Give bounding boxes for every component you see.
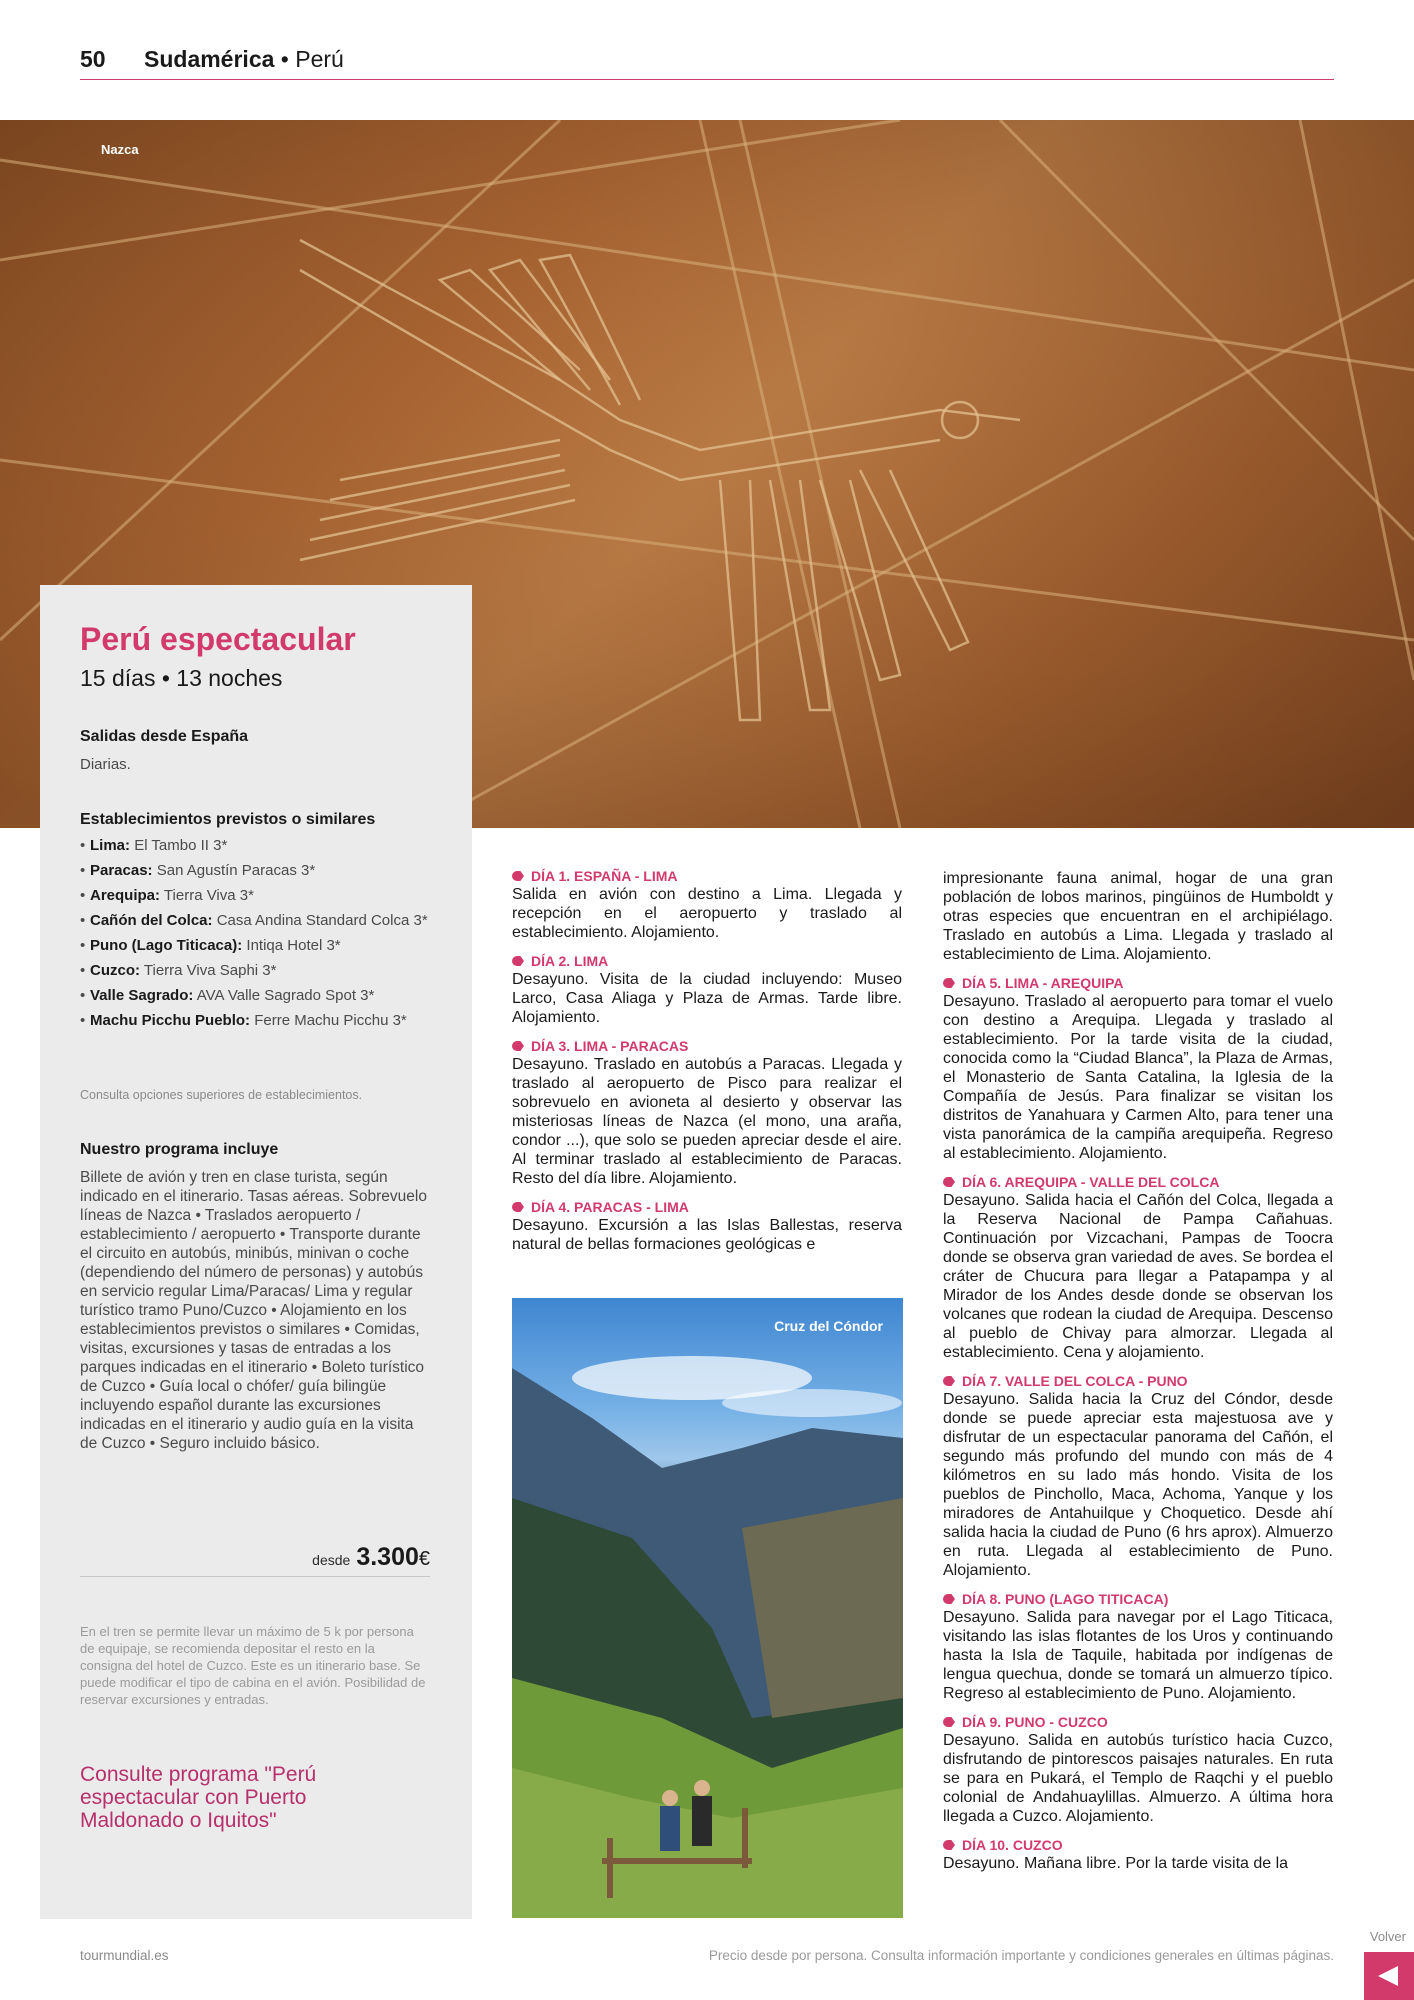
- day-block: [512, 867, 902, 942]
- day-text: Desayuno. Traslado al aeropuerto para tomar el vuelo con destino a Arequipa. Llegada y traslado al establecimiento. Por la tarde visita de la ciudad, conocida como la “Ciudad Blanca”, la Plaza de Armas, el Monasterio de Santa Catalina, la Iglesia de la Compañía de Jesús. Para finalizar se visitan los distritos de Yanahuara y Carmen Alto, para tener una vista panorámica de la campiña arequipeña. Regreso al establecimiento. Alojamiento.: [943, 993, 1333, 1162]
- trip-title: Perú espectacular: [80, 621, 356, 657]
- region-label: Sudamérica: [144, 46, 275, 72]
- back-button[interactable]: [1364, 1952, 1414, 2000]
- section-title: [144, 46, 344, 73]
- day-block: [512, 952, 902, 1027]
- day-marker-icon: [943, 1717, 955, 1727]
- day-block: [512, 1037, 902, 1188]
- day-text: Desayuno. Visita de la ciudad incluyendo: Museo Larco, Casa Aliaga y Plaza de Armas. Tarde libre. Alojamiento.: [512, 971, 902, 1026]
- departures-text: Diarias.: [80, 756, 131, 773]
- day-block: [943, 1713, 1333, 1826]
- itinerary-column-right: [943, 869, 1333, 1883]
- day-heading: DÍA 7. VALLE DEL COLCA - PUNO: [943, 1372, 1333, 1390]
- day-block: [943, 974, 1333, 1163]
- day-text: Desayuno. Mañana libre. Por la tarde visita de la: [943, 1855, 1289, 1872]
- day-marker-icon: [512, 871, 524, 881]
- hotel-item: • Paracas: San Agustín Paracas 3*: [80, 861, 440, 880]
- price-value: 3.300: [356, 1543, 419, 1571]
- day-marker-icon: [512, 1041, 524, 1051]
- day-block: [943, 1173, 1333, 1362]
- day-heading: DÍA 8. PUNO (LAGO TITICACA): [943, 1590, 1333, 1608]
- hotels-heading: Establecimientos previstos o similares: [80, 811, 376, 828]
- back-label: Volver: [1369, 1929, 1406, 1944]
- footer-note: Precio desde por persona. Consulta información importante y condiciones generales en últimas páginas.: [708, 1948, 1334, 1963]
- day-text-continued: impresionante fauna animal, hogar de una gran población de lobos marinos, pingüinos de Humboldt y otras especies que encuentran en el archipiélago. Traslado en autobús a Lima. Llegada y traslado al establecimiento de Lima. Alojamiento.: [943, 870, 1333, 963]
- price-prefix: desde: [312, 1552, 351, 1568]
- day-text: Desayuno. Salida para navegar por el Lago Titicaca, visitando las islas flotantes de los Uros y continuando hasta la Isla de Taquile, habitada por indígenas de lengua quechua, donde se tomará un almuerzo típico. Regreso al establecimiento de Puno. Alojamiento.: [943, 1609, 1333, 1702]
- day-marker-icon: [512, 956, 524, 966]
- day-block: [512, 1198, 902, 1254]
- hotel-list: [80, 836, 440, 1036]
- day-heading: DÍA 2. LIMA: [512, 952, 902, 970]
- day-text: Desayuno. Excursión a las Islas Ballestas, reserva natural de bellas formaciones geológicas e: [512, 1217, 902, 1253]
- day-heading: DÍA 1. ESPAÑA - LIMA: [512, 867, 902, 885]
- day-marker-icon: [943, 1594, 955, 1604]
- separator: •: [280, 46, 289, 72]
- day-heading: DÍA 6. AREQUIPA - VALLE DEL COLCA: [943, 1173, 1333, 1191]
- day-marker-icon: [943, 1840, 955, 1850]
- hotel-item: • Valle Sagrado: AVA Valle Sagrado Spot 3*: [80, 986, 440, 1005]
- consult-program-link[interactable]: Consulte programa "Perú espectacular con Puerto Maldonado o Iquitos": [80, 1763, 317, 1832]
- day-block: [943, 1836, 1333, 1873]
- day-heading: DÍA 4. PARACAS - LIMA: [512, 1198, 902, 1216]
- page-header: [80, 46, 1334, 80]
- footer-site-link[interactable]: tourmundial.es: [80, 1948, 169, 1963]
- day-heading: DÍA 10. CUZCO: [943, 1836, 1333, 1854]
- back-arrow-icon: [1378, 1966, 1398, 1986]
- day-text: Desayuno. Traslado en autobús a Paracas. Llegada y traslado al aeropuerto de Pisco para realizar el sobrevuelo en avioneta al desierto y observar las misteriosas líneas de Nazca (el mono, una araña, condor ...), que solo se pueden apreciar desde el aire. Al terminar traslado al establecimiento de Paracas. Resto del día libre. Alojamiento.: [512, 1056, 902, 1187]
- canyon-illustration: [512, 1298, 903, 1918]
- day-heading: DÍA 9. PUNO - CUZCO: [943, 1713, 1333, 1731]
- hotel-item: • Cuzco: Tierra Viva Saphi 3*: [80, 961, 440, 980]
- page-number: 50: [80, 46, 106, 72]
- day-marker-icon: [943, 1177, 955, 1187]
- day-text: Desayuno. Salida hacia el Cañón del Colca, llegada a la Reserva Nacional de Pampa Cañahuas. Continuación por Vizcachani, Pampas de Toocra donde se observa gran variedad de aves. Se bordea el cráter de Chucura para llegar a Patapampa y al Mirador de los Andes desde donde se observan los volcanes que rodean la ciudad de Arequipa. Descenso al pueblo de Chivay para almorzar. Llegada al establecimiento. Cena y alojamiento.: [943, 1192, 1333, 1361]
- includes-heading: Nuestro programa incluye: [80, 1141, 279, 1158]
- itinerary-column-left: [512, 867, 902, 1264]
- day-text: Desayuno. Salida en autobús turístico hacia Cuzco, disfrutando de pintorescos paisajes naturales. En ruta se para en Pukará, el Templo de Raqchi y el pueblo colonial de Andahuaylillas. Almuerzo. A última hora llegada a Cuzco. Alojamiento.: [943, 1732, 1333, 1825]
- includes-text: Billete de avión y tren en clase turista, según indicado en el itinerario. Tasas aéreas. Sobrevuelo líneas de Nazca • Traslados aeropuerto / establecimiento / aeropuerto • Transporte durante el circuito en autobús, minibús, minivan o coche (dependiendo del número de personas) y autobús en servicio regular Lima/Paracas/ Lima y regular turístico tramo Puno/Cuzco • Alojamiento en los establecimientos previstos o similares • Comidas, visitas, excursiones y tasas de entradas a los parques indicadas en el itinerario • Boleto turístico de Cuzco • Guía local o chófer/ guía bilingüe incluyendo español durante las excursiones indicadas en el itinerario y audio guía en la visita de Cuzco • Seguro incluido básico.: [80, 1169, 427, 1452]
- hotel-item: • Cañón del Colca: Casa Andina Standard Colca 3*: [80, 911, 440, 930]
- photo-cruz-del-condor: [512, 1298, 903, 1918]
- hotel-item: • Arequipa: Tierra Viva 3*: [80, 886, 440, 905]
- departures-heading: Salidas desde España: [80, 728, 249, 745]
- hotel-item: • Machu Picchu Pueblo: Ferre Machu Picchu 3*: [80, 1011, 440, 1030]
- price-row: [80, 1543, 430, 1577]
- fine-print: En el tren se permite llevar un máximo de 5 k por persona de equipaje, se recomienda depositar el resto en la consigna del hotel de Cuzco. Este es un itinerario base. Se puede modificar el tipo de cabina en el avión. Posibilidad de reservar excursiones y entradas.: [80, 1624, 426, 1707]
- day-marker-icon: [943, 1376, 955, 1386]
- day-block: [943, 1372, 1333, 1580]
- day-heading: DÍA 3. LIMA - PARACAS: [512, 1037, 902, 1055]
- day-text: Salida en avión con destino a Lima. Llegada y recepción en el aeropuerto y traslado al establecimiento. Alojamiento.: [512, 886, 902, 941]
- day-heading: DÍA 5. LIMA - AREQUIPA: [943, 974, 1333, 992]
- hotels-note: Consulta opciones superiores de establecimientos.: [80, 1088, 363, 1102]
- day-marker-icon: [943, 978, 955, 988]
- day-block: [943, 1590, 1333, 1703]
- day-text: Desayuno. Salida hacia la Cruz del Cóndor, desde donde se puede apreciar esta majestuosa ave y disfrutar de un espectacular panorama del Cañón, el segundo más profundo del mundo con más de 4 kilómetros en su lado más hondo. Visita de los pueblos de Pinchollo, Maca, Achoma, Yanque y los miradores de Antahuilque y Choquetico. Desde ahí salida hacia la ciudad de Puno (6 hrs aprox). Almuerzo en ruta. Llegada al establecimiento de Puno. Alojamiento.: [943, 1391, 1333, 1579]
- trip-summary-panel: [40, 585, 472, 1919]
- price-currency: €: [418, 1548, 430, 1570]
- hotel-item: • Lima: El Tambo II 3*: [80, 836, 440, 855]
- trip-duration: 15 días • 13 noches: [80, 665, 283, 691]
- day-marker-icon: [512, 1202, 524, 1212]
- photo-caption: Cruz del Cóndor: [774, 1318, 883, 1334]
- hero-caption: Nazca: [101, 142, 139, 157]
- hotel-item: • Puno (Lago Titicaca): Intiqa Hotel 3*: [80, 936, 440, 955]
- country-label: Perú: [295, 46, 344, 72]
